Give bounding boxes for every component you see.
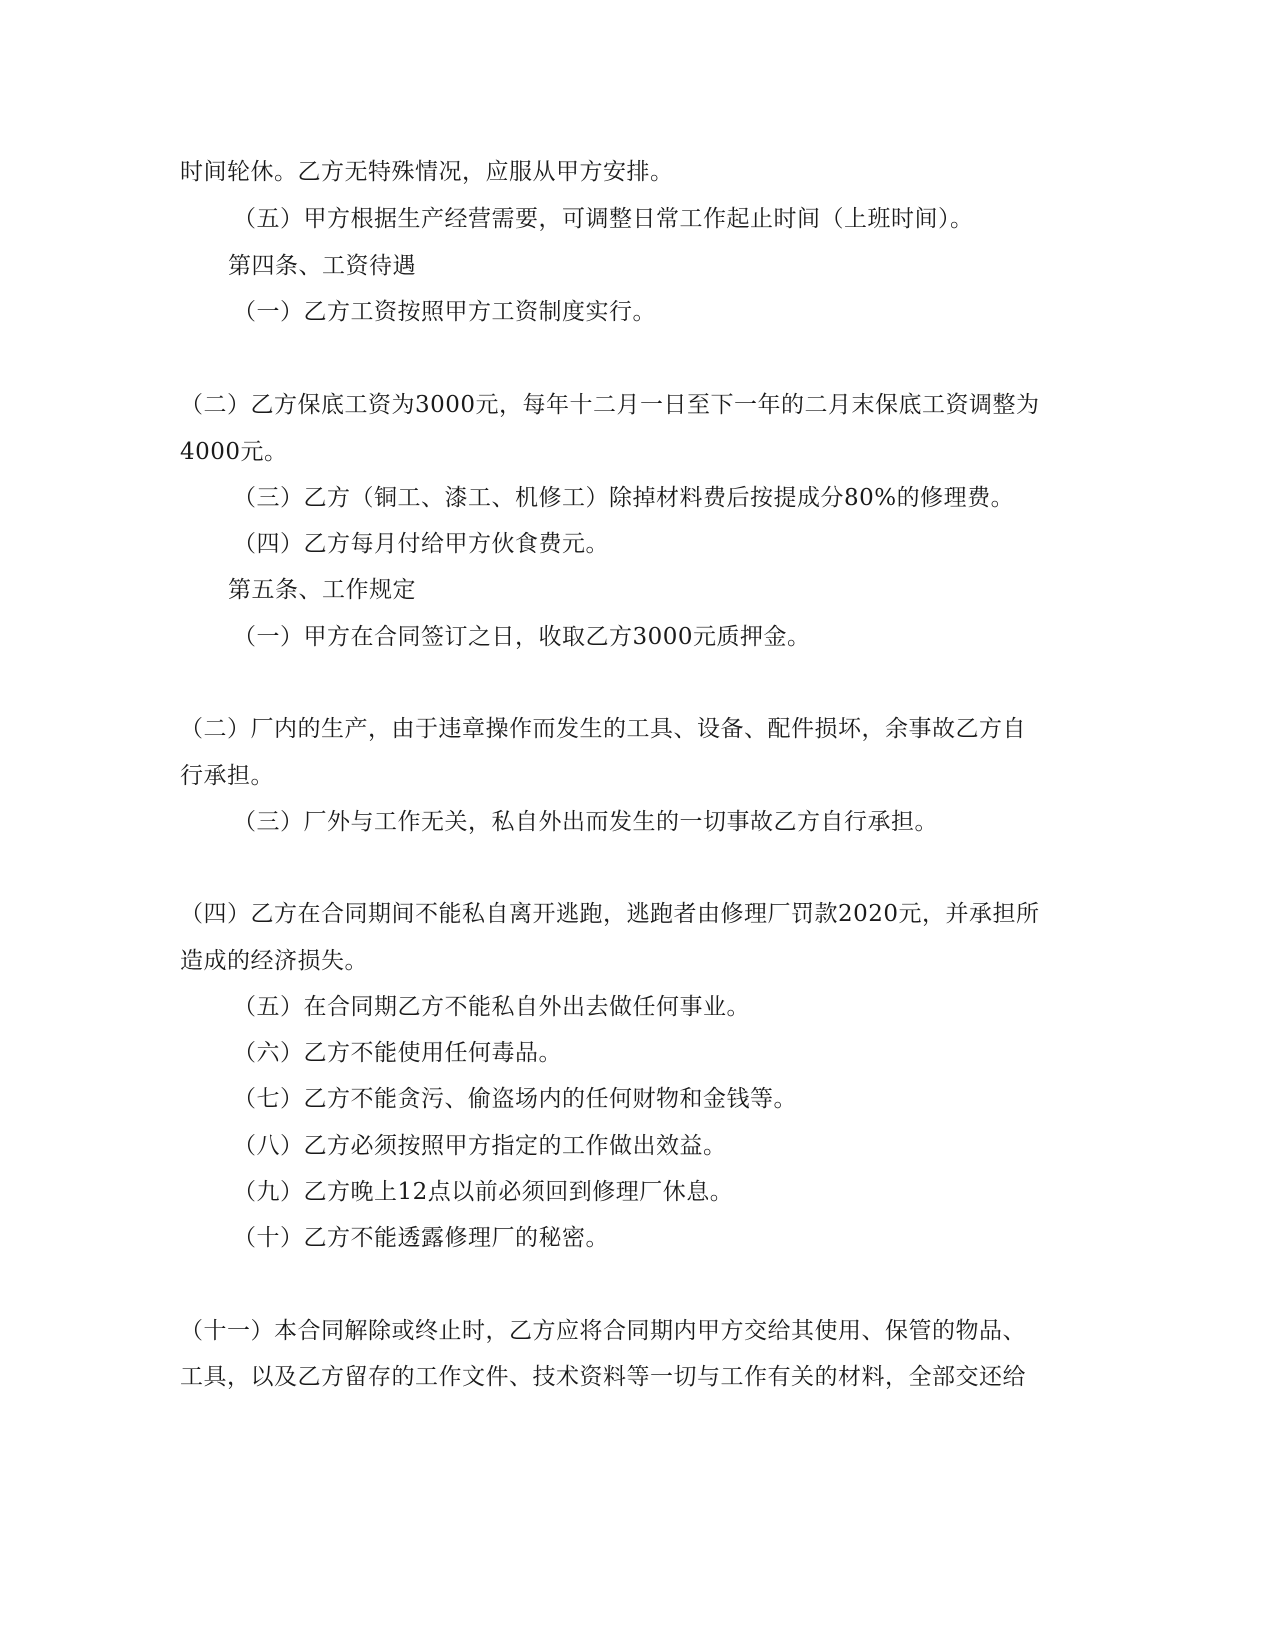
text-line: 造成的经济损失。 (180, 948, 368, 974)
section-heading: 第四条、工资待遇 (228, 253, 416, 279)
text-line: （十）乙方不能透露修理厂的秘密。 (233, 1225, 609, 1251)
text-line: 4000元。 (180, 439, 288, 465)
text-line: （三）厂外与工作无关，私自外出而发生的一切事故乙方自行承担。 (233, 809, 938, 835)
text-line: （一）乙方工资按照甲方工资制度实行。 (233, 299, 656, 325)
text-line: （四）乙方在合同期间不能私自离开逃跑，逃跑者由修理厂罚款2020元，并承担所 (180, 901, 1040, 927)
text-line: （四）乙方每月付给甲方伙食费元。 (233, 531, 609, 557)
text-line: （五）甲方根据生产经营需要，可调整日常工作起止时间（上班时间）。 (233, 206, 974, 232)
text-line: （十一）本合同解除或终止时，乙方应将合同期内甲方交给其使用、保管的物品、 (180, 1318, 1026, 1344)
text-line: （二）厂内的生产，由于违章操作而发生的工具、设备、配件损坏，余事故乙方自 (180, 716, 1026, 742)
text-line: 时间轮休。乙方无特殊情况，应服从甲方安排。 (180, 159, 674, 185)
text-line: （八）乙方必须按照甲方指定的工作做出效益。 (233, 1133, 727, 1159)
text-line: （六）乙方不能使用任何毒品。 (233, 1040, 562, 1066)
text-line: （九）乙方晚上12点以前必须回到修理厂休息。 (233, 1179, 734, 1205)
text-line: （七）乙方不能贪污、偷盗场内的任何财物和金钱等。 (233, 1086, 797, 1112)
text-line: （三）乙方（铜工、漆工、机修工）除掉材料费后按提成分80%的修理费。 (233, 485, 1015, 511)
text-line: （一）甲方在合同签订之日，收取乙方3000元质押金。 (233, 624, 811, 650)
text-line: 工具，以及乙方留存的工作文件、技术资料等一切与工作有关的材料，全部交还给 (180, 1364, 1026, 1390)
text-line: 行承担。 (180, 763, 274, 789)
text-line: （五）在合同期乙方不能私自外出去做任何事业。 (233, 994, 750, 1020)
section-heading: 第五条、工作规定 (228, 577, 416, 603)
text-line: （二）乙方保底工资为3000元，每年十二月一日至下一年的二月末保底工资调整为 (180, 392, 1040, 418)
